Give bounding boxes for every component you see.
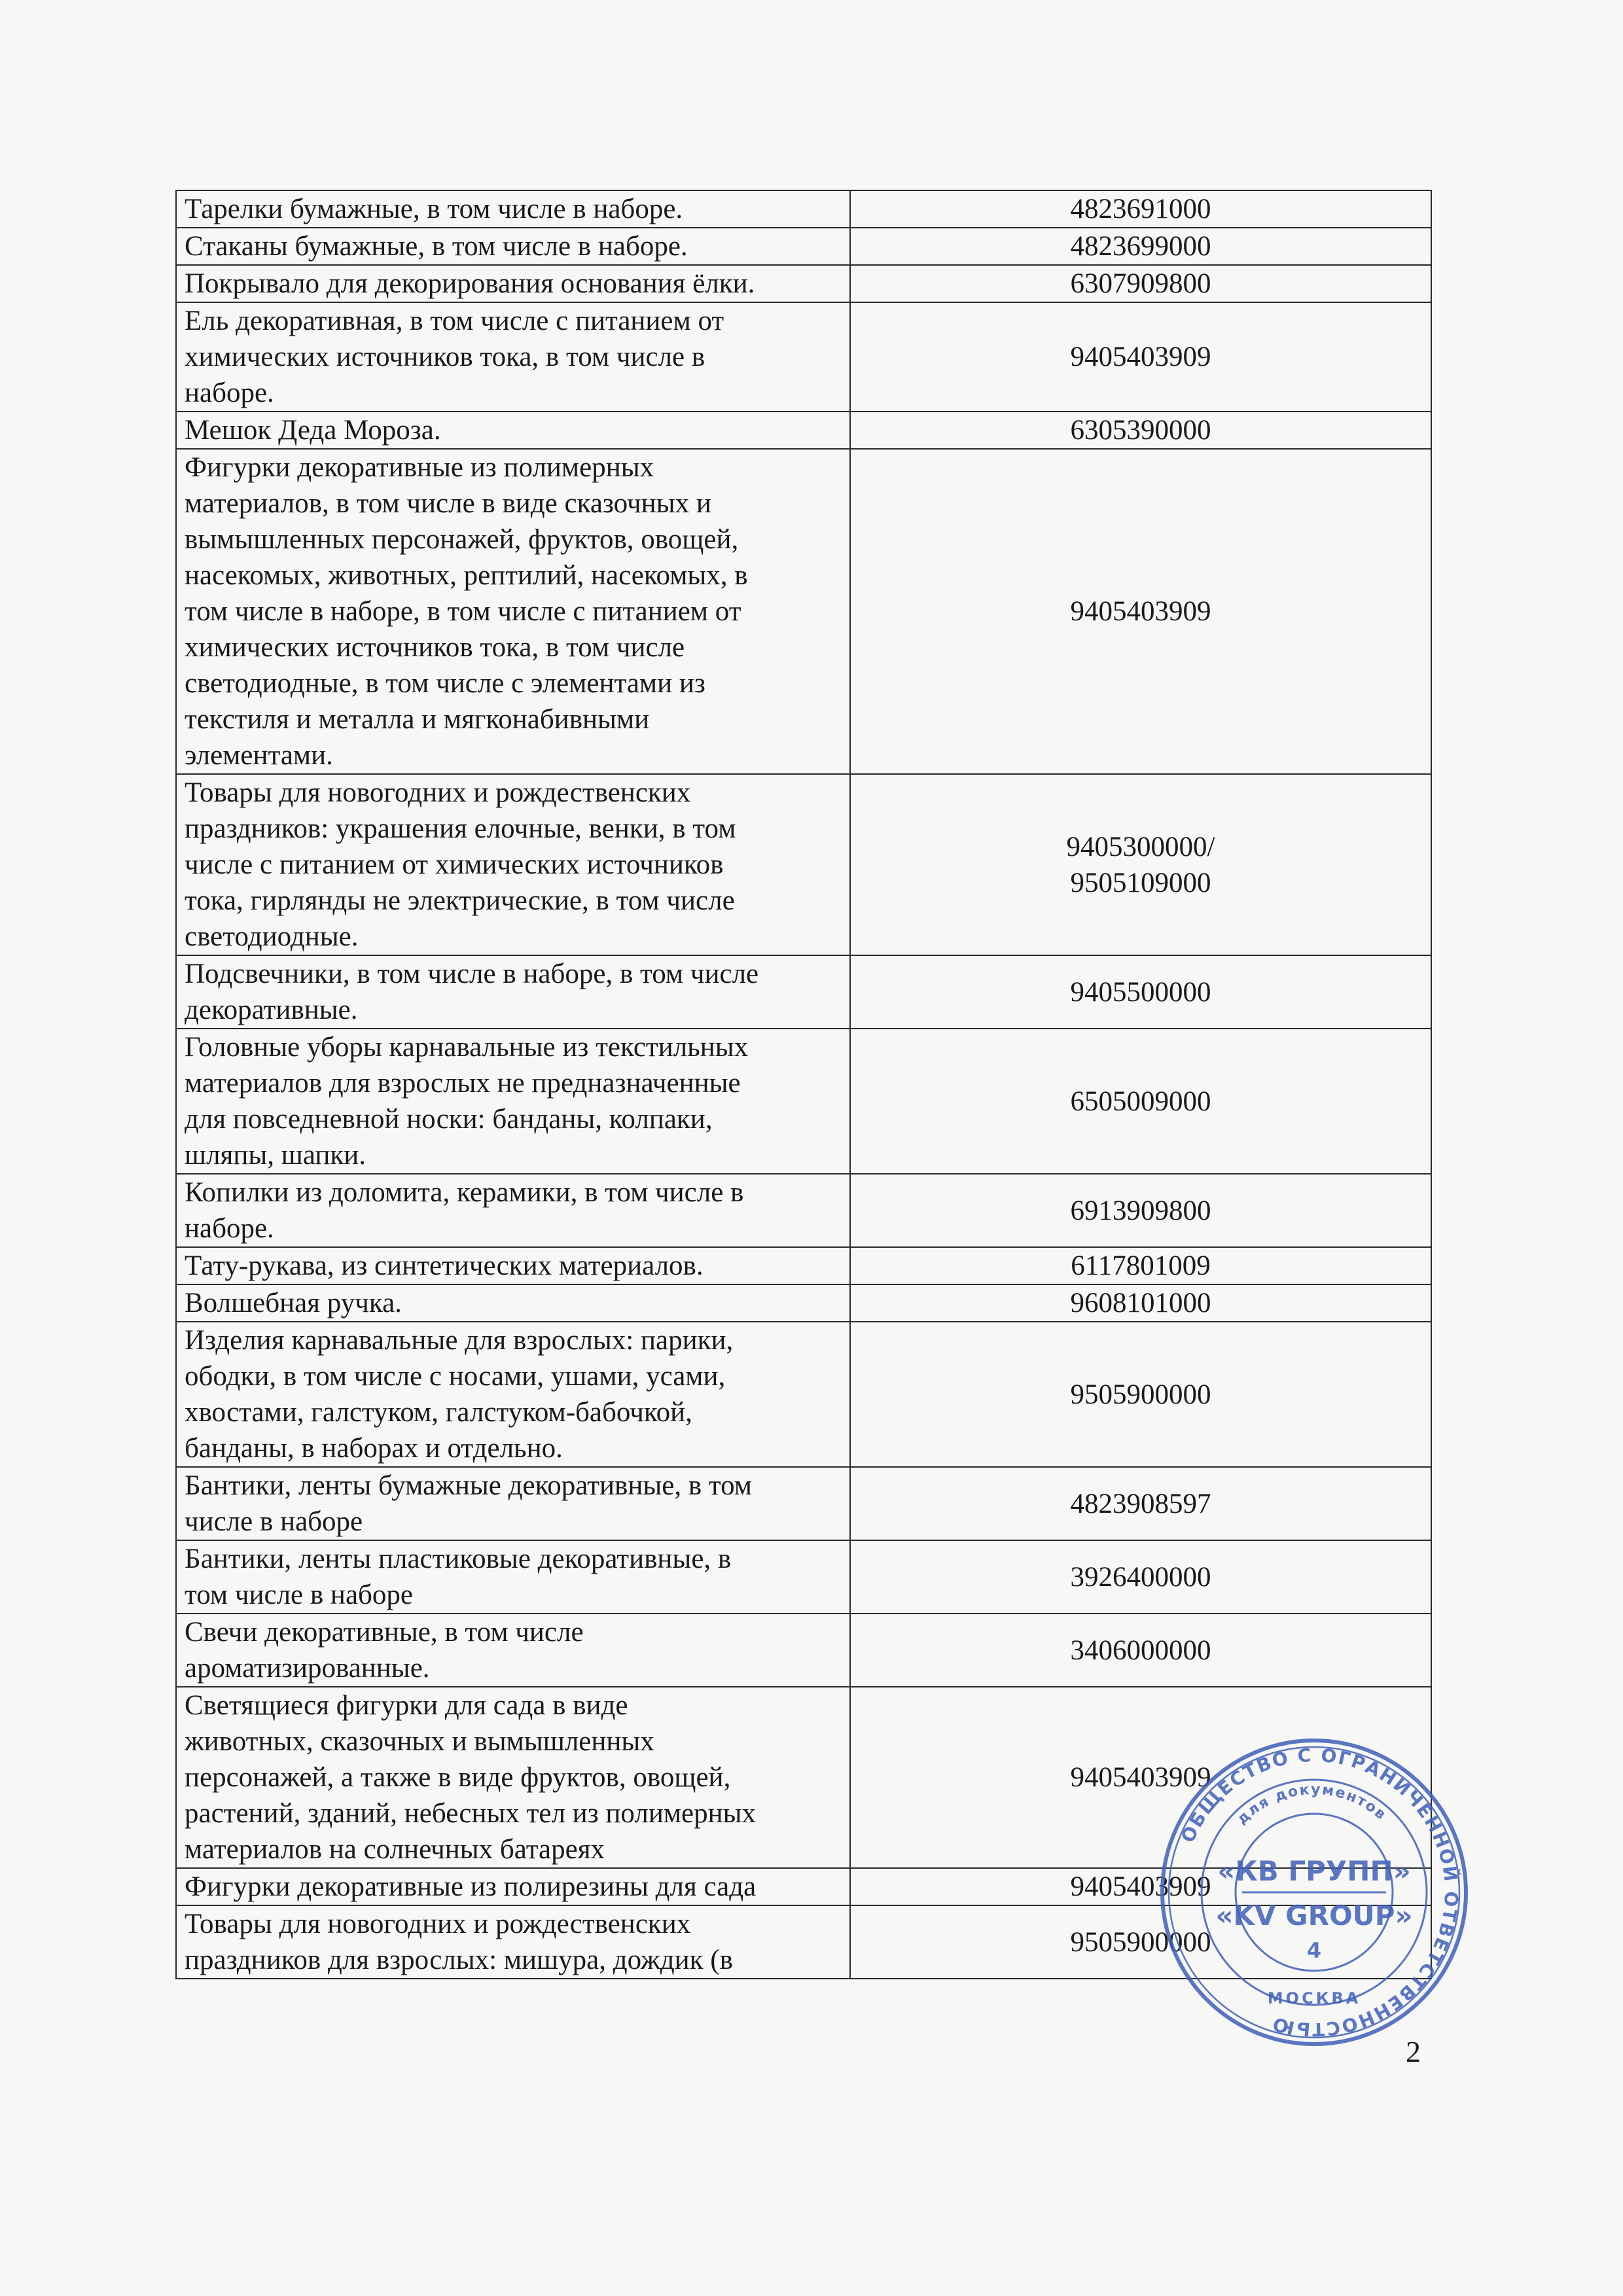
tn-ved-code-line: 3926400000 — [1070, 1561, 1211, 1593]
product-name-line: светодиодные. — [185, 921, 359, 952]
product-name-line: Товары для новогодних и рождественских — [185, 1909, 691, 1939]
product-name-cell — [176, 1284, 850, 1322]
product-name-line: банданы, в наборах и отдельно. — [185, 1433, 563, 1464]
table-row — [176, 449, 1431, 774]
goods-table — [175, 190, 1432, 1979]
seal-name-en: «KV GROUP» — [1215, 1899, 1413, 1932]
product-name-cell — [176, 1905, 850, 1979]
product-name-line: числе в наборе — [185, 1506, 363, 1537]
tn-ved-code-line: 6505009000 — [1070, 1086, 1211, 1117]
tn-ved-code-cell — [850, 449, 1431, 774]
product-name-line: хвостами, галстуком, галстуком-бабочкой, — [185, 1397, 692, 1428]
product-name-line: Тарелки бумажные, в том числе в наборе. — [185, 194, 683, 224]
product-name-cell — [176, 1868, 850, 1905]
table-row — [176, 302, 1431, 412]
product-name-line: Ель декоративная, в том числе с питанием от — [185, 306, 724, 336]
product-name-line: Копилки из доломита, керамики, в том числе в — [185, 1177, 744, 1208]
product-name-line: декоративные. — [185, 995, 358, 1025]
product-name-cell — [176, 228, 850, 265]
product-name-cell — [176, 1687, 850, 1868]
tn-ved-code-line: 9405403909 — [1070, 1762, 1211, 1793]
product-name-cell — [176, 302, 850, 412]
product-name-line: животных, сказочных и вымышленных — [185, 1726, 654, 1757]
product-name-cell — [176, 1467, 850, 1540]
product-name-line: химических источников тока, в том числе — [185, 632, 685, 663]
product-name-line: персонажей, а также в виде фруктов, овощей, — [185, 1762, 731, 1793]
product-name-line: Мешок Деда Мороза. — [185, 415, 441, 446]
product-name-line: Покрывало для декорирования основания ёлки. — [185, 268, 755, 299]
product-name-cell — [176, 774, 850, 955]
table-row — [176, 1247, 1431, 1284]
product-name-line: Волшебная ручка. — [185, 1288, 402, 1318]
tn-ved-code-cell — [850, 1322, 1431, 1467]
goods-table-body — [176, 190, 1431, 1979]
tn-ved-code-line: 9405403909 — [1070, 342, 1211, 372]
tn-ved-code-line: 4823699000 — [1070, 231, 1211, 262]
tn-ved-code-line: 9405300000/ — [1066, 831, 1215, 862]
table-row — [176, 1467, 1431, 1540]
product-name-cell — [176, 412, 850, 449]
tn-ved-code-cell — [850, 1284, 1431, 1322]
product-name-line: ободки, в том числе с носами, ушами, усами, — [185, 1361, 726, 1392]
tn-ved-code-cell — [850, 302, 1431, 412]
product-name-line: элементами. — [185, 740, 333, 771]
table-row — [176, 1284, 1431, 1322]
product-name-line: материалов для взрослых не предназначенные — [185, 1068, 741, 1099]
table-row — [176, 1174, 1431, 1247]
product-name-line: шляпы, шапки. — [185, 1140, 366, 1171]
tn-ved-code-line: 4823908597 — [1070, 1488, 1211, 1519]
tn-ved-code-cell — [850, 412, 1431, 449]
product-name-line: светодиодные, в том числе с элементами из — [185, 668, 705, 699]
company-seal — [1157, 1735, 1471, 2049]
product-name-line: ароматизированные. — [185, 1653, 430, 1684]
product-name-cell — [176, 1247, 850, 1284]
product-name-line: Головные уборы карнавальные из текстильных — [185, 1032, 749, 1063]
table-row — [176, 190, 1431, 228]
product-name-line: текстиля и металла и мягконабивными — [185, 704, 650, 735]
table-row — [176, 1540, 1431, 1614]
tn-ved-code-line: 9505900000 — [1070, 1926, 1211, 1958]
product-name-line: Стаканы бумажные, в том числе в наборе. — [185, 231, 688, 262]
tn-ved-code-cell — [850, 1029, 1431, 1174]
product-name-line: том числе в наборе, в том числе с питанием от — [185, 596, 741, 627]
table-row — [176, 265, 1431, 302]
product-name-cell — [176, 449, 850, 774]
table-row — [176, 1322, 1431, 1467]
tn-ved-code-line: 9405403909 — [1070, 596, 1211, 627]
tn-ved-code-cell — [850, 1540, 1431, 1614]
product-name-line: Изделия карнавальные для взрослых: парики, — [185, 1325, 734, 1356]
product-name-line: материалов, в том числе в виде сказочных и — [185, 488, 711, 519]
page-number: 2 — [1406, 2035, 1421, 2068]
product-name-cell — [176, 955, 850, 1029]
product-name-cell — [176, 265, 850, 302]
tn-ved-code-cell — [850, 1174, 1431, 1247]
product-name-cell — [176, 1614, 850, 1687]
product-name-line: Фигурки декоративные из полимерных — [185, 452, 654, 483]
product-name-line: праздников: украшения елочные, венки, в том — [185, 813, 736, 844]
product-name-line: Светящиеся фигурки для сада в виде — [185, 1690, 628, 1721]
tn-ved-code-cell — [850, 1467, 1431, 1540]
product-name-line: растений, зданий, небесных тел из полимерных — [185, 1798, 757, 1829]
table-row — [176, 412, 1431, 449]
seal-outer-text: ОБЩЕСТВО С ОГРАНИЧЕННОЙ ОТВЕТСТВЕННОСТЬЮ — [1177, 1744, 1463, 2041]
tn-ved-code-cell — [850, 955, 1431, 1029]
product-name-line: для повседневной носки: банданы, колпаки, — [185, 1104, 713, 1135]
tn-ved-code-line: 9608101000 — [1070, 1288, 1211, 1318]
tn-ved-code-line: 6305390000 — [1070, 415, 1211, 446]
product-name-line: химических источников тока, в том числе в — [185, 342, 705, 372]
product-name-line: числе с питанием от химических источников — [185, 849, 724, 880]
tn-ved-code-line: 6913909800 — [1070, 1195, 1211, 1226]
tn-ved-code-line: 9505900000 — [1070, 1379, 1211, 1410]
table-row — [176, 228, 1431, 265]
product-name-cell — [176, 1029, 850, 1174]
tn-ved-code-cell — [850, 1614, 1431, 1687]
product-name-cell — [176, 1174, 850, 1247]
product-name-line: Бантики, ленты пластиковые декоративные, в — [185, 1544, 732, 1574]
product-name-line: наборе. — [185, 378, 274, 408]
product-name-line: Тату-рукава, из синтетических материалов. — [185, 1250, 704, 1281]
tn-ved-code-cell — [850, 265, 1431, 302]
svg-text:для документов — [1234, 1782, 1389, 1828]
product-name-line: вымышленных персонажей, фруктов, овощей, — [185, 524, 739, 555]
seal-city: МОСКВА — [1267, 1989, 1361, 2007]
tn-ved-code-line: 6307909800 — [1070, 268, 1211, 299]
product-name-line: Бантики, ленты бумажные декоративные, в том — [185, 1470, 753, 1501]
product-name-line: том числе в наборе — [185, 1580, 413, 1610]
product-name-line: Подсвечники, в том числе в наборе, в том числе — [185, 959, 759, 989]
product-name-line: наборе. — [185, 1213, 274, 1244]
product-name-cell — [176, 190, 850, 228]
table-row — [176, 774, 1431, 955]
table-row — [176, 1614, 1431, 1687]
product-name-line: праздников для взрослых: мишура, дождик (в — [185, 1945, 733, 1975]
tn-ved-code-cell — [850, 228, 1431, 265]
seal-number: 4 — [1306, 1938, 1322, 1963]
tn-ved-code-cell — [850, 774, 1431, 955]
product-name-line: Фигурки декоративные из полирезины для сада — [185, 1871, 757, 1902]
product-name-line: тока, гирлянды не электрические, в том числе — [185, 885, 735, 916]
product-name-line: Товары для новогодних и рождественских — [185, 777, 691, 808]
product-name-line: материалов на солнечных батареях — [185, 1834, 605, 1865]
product-name-cell — [176, 1322, 850, 1467]
table-row — [176, 955, 1431, 1029]
tn-ved-code-line: 6117801009 — [1071, 1250, 1211, 1281]
product-name-line: Свечи декоративные, в том числе — [185, 1617, 584, 1648]
tn-ved-code-line: 9405500000 — [1070, 976, 1211, 1008]
product-name-cell — [176, 1540, 850, 1614]
tn-ved-code-cell — [850, 1247, 1431, 1284]
tn-ved-code-line: 3406000000 — [1070, 1634, 1211, 1666]
tn-ved-code-line: 4823691000 — [1070, 194, 1211, 224]
tn-ved-code-line: 9405403909 — [1070, 1871, 1211, 1902]
seal-inner-text: для документов — [1234, 1781, 1390, 1828]
tn-ved-code-cell — [850, 190, 1431, 228]
seal-name-ru: «КВ ГРУПП» — [1217, 1855, 1411, 1887]
tn-ved-code-line: 9505109000 — [1070, 867, 1211, 898]
product-name-line: насекомых, животных, рептилий, насекомых, в — [185, 560, 748, 591]
table-row — [176, 1029, 1431, 1174]
